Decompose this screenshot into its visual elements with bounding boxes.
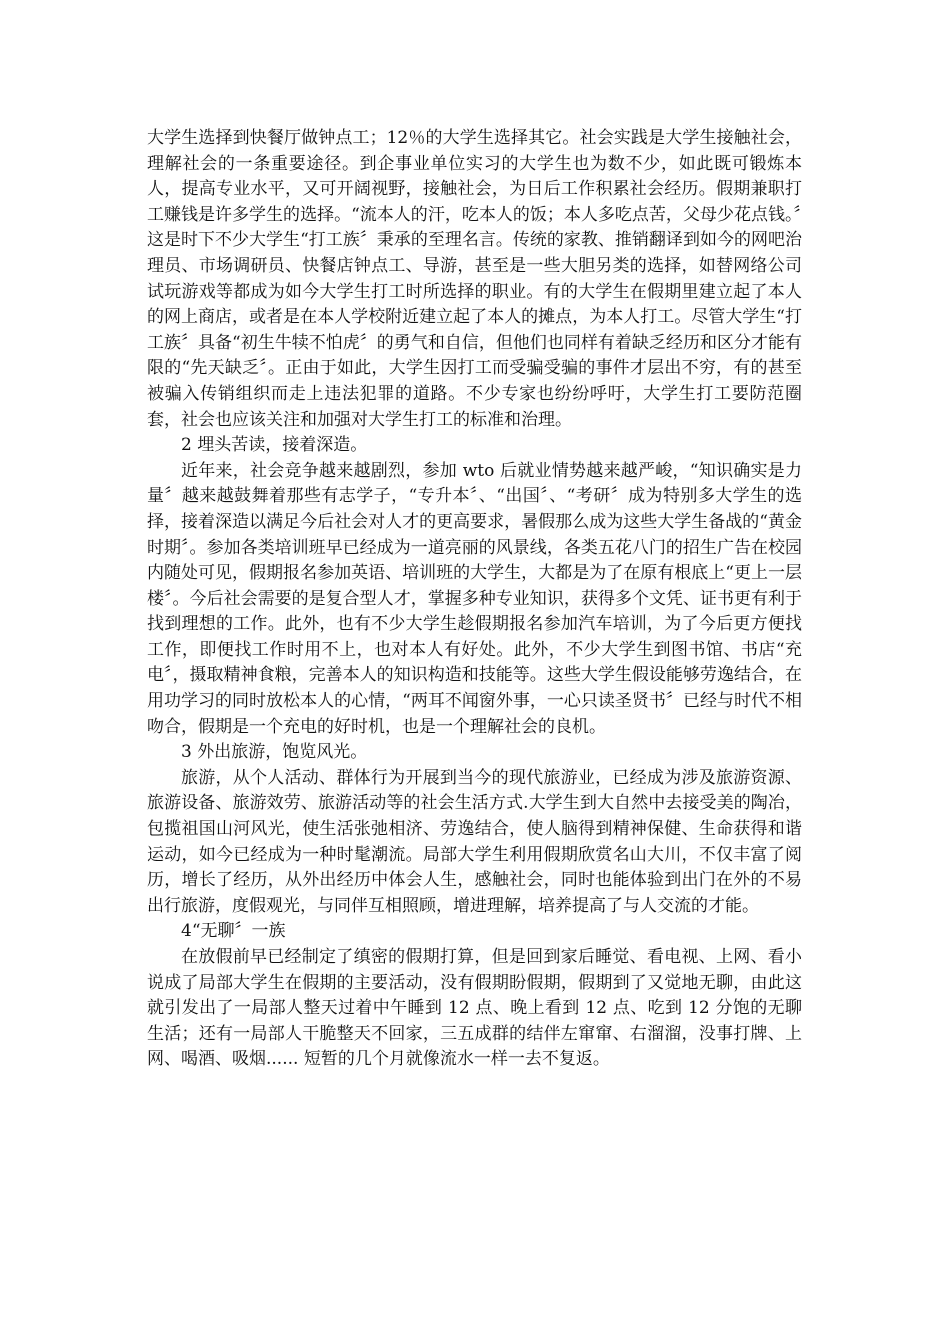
paragraph-study: 近年来，社会竞争越来越剧烈，参加 wto 后就业情势越来越严峻，“知识确实是力量〞越来越鼓舞着那些有志学子，“专升本〞、“出国〞、“考研〞成为特别多大学生的选择，接着深造以满足今后社会对人才的更高要求，暑假那么成为这些大学生备战的“黄金时期〞。参加各类培训班早已经成为一道亮丽的风景线，各类五花八门的招生广告在校园内随处可见，假期报名参加英语、培训班的大学生，大都是为了在原有根底上“更上一层楼〞。今后社会需要的是复合型人才，掌握多种专业知识，获得多个文凭、证书更有利于找到理想的工作。此外，也有不少大学生趁假期报名参加汽车培训，为了今后更方便找工作，即便找工作时用不上，也对本人有好处。此外，不少大学生到图书馆、书店“充电〞，摄取精神食粮，完善本人的知识构造和技能等。这些大学生假设能够劳逸结合，在用功学习的同时放松本人的心情，“两耳不闻窗外事，一心只读圣贤书〞已经与时代不相吻合，假期是一个充电的好时机，也是一个理解社会的良机。: [147, 460, 802, 737]
section-heading-bored: 4“无聊〞一族: [181, 921, 286, 942]
section-heading-study: 2 埋头苦读，接着深造。: [181, 435, 368, 456]
document-page: [147, 126, 802, 1073]
section-heading-travel: 3 外出旅游，饱览风光。: [181, 742, 368, 763]
paragraph-part-time-work: 大学生选择到快餐厅做钟点工；12％的大学生选择其它。社会实践是大学生接触社会，理解社会的一条重要途径。到企事业单位实习的大学生也为数不少，如此既可锻炼本人，提高专业水平，又可开阔视野，接触社会，为日后工作积累社会经历。假期兼职打工赚钱是许多学生的选择。“流本人的汗，吃本人的饭；本人多吃点苦，父母少花点钱。〞这是时下不少大学生“打工族〞秉承的至理名言。传统的家教、推销翻译到如今的网吧治理员、市场调研员、快餐店钟点工、导游，甚至是一些大胆另类的选择，如替网络公司试玩游戏等都成为如今大学生打工时所选择的职业。有的大学生在假期里建立起了本人的网上商店，或者是在本人学校附近建立起了本人的摊点，为本人打工。尽管大学生“打工族〞具备“初生牛犊不怕虎〞的勇气和自信，但他们也同样有着缺乏经历和区分才能有限的“先天缺乏〞。正由于如此，大学生因打工而受骗受骗的事件才层出不穷，有的甚至被骗入传销组织而走上违法犯罪的道路。不少专家也纷纷呼吁，大学生打工要防范圈套，社会也应该关注和加强对大学生打工的标准和治理。: [147, 128, 802, 430]
paragraph-bored: 在放假前早已经制定了缜密的假期打算，但是回到家后睡觉、看电视、上网、看小说成了局部大学生在假期的主要活动，没有假期盼假期，假期到了又觉地无聊，由此这就引发出了一局部人整天过着中午睡到 12 点、晚上看到 12 点、吃到 12 分饱的无聊生活；还有一局部人干脆整天不回家，三五成群的结伴左窜窜、右溜溜，没事打牌、上网、喝酒、吸烟...... 短暂的几个月就像流水一样一去不复返。: [147, 947, 802, 1070]
paragraph-travel: 旅游，从个人活动、群体行为开展到当今的现代旅游业，已经成为涉及旅游资源、旅游设备、旅游效劳、旅游活动等的社会生活方式.大学生到大自然中去接受美的陶冶，包揽祖国山河风光，使生活张弛相济、劳逸结合，使人脑得到精神保健、生命获得和谐运动，如今已经成为一种时髦潮流。局部大学生利用假期欣赏名山大川，不仅丰富了阅历，增长了经历，从外出经历中体会人生，感触社会，同时也能体验到出门在外的不易出行旅游，度假观光，与同伴互相照顾，增进理解，培养提高了与人交流的才能。: [147, 767, 802, 916]
